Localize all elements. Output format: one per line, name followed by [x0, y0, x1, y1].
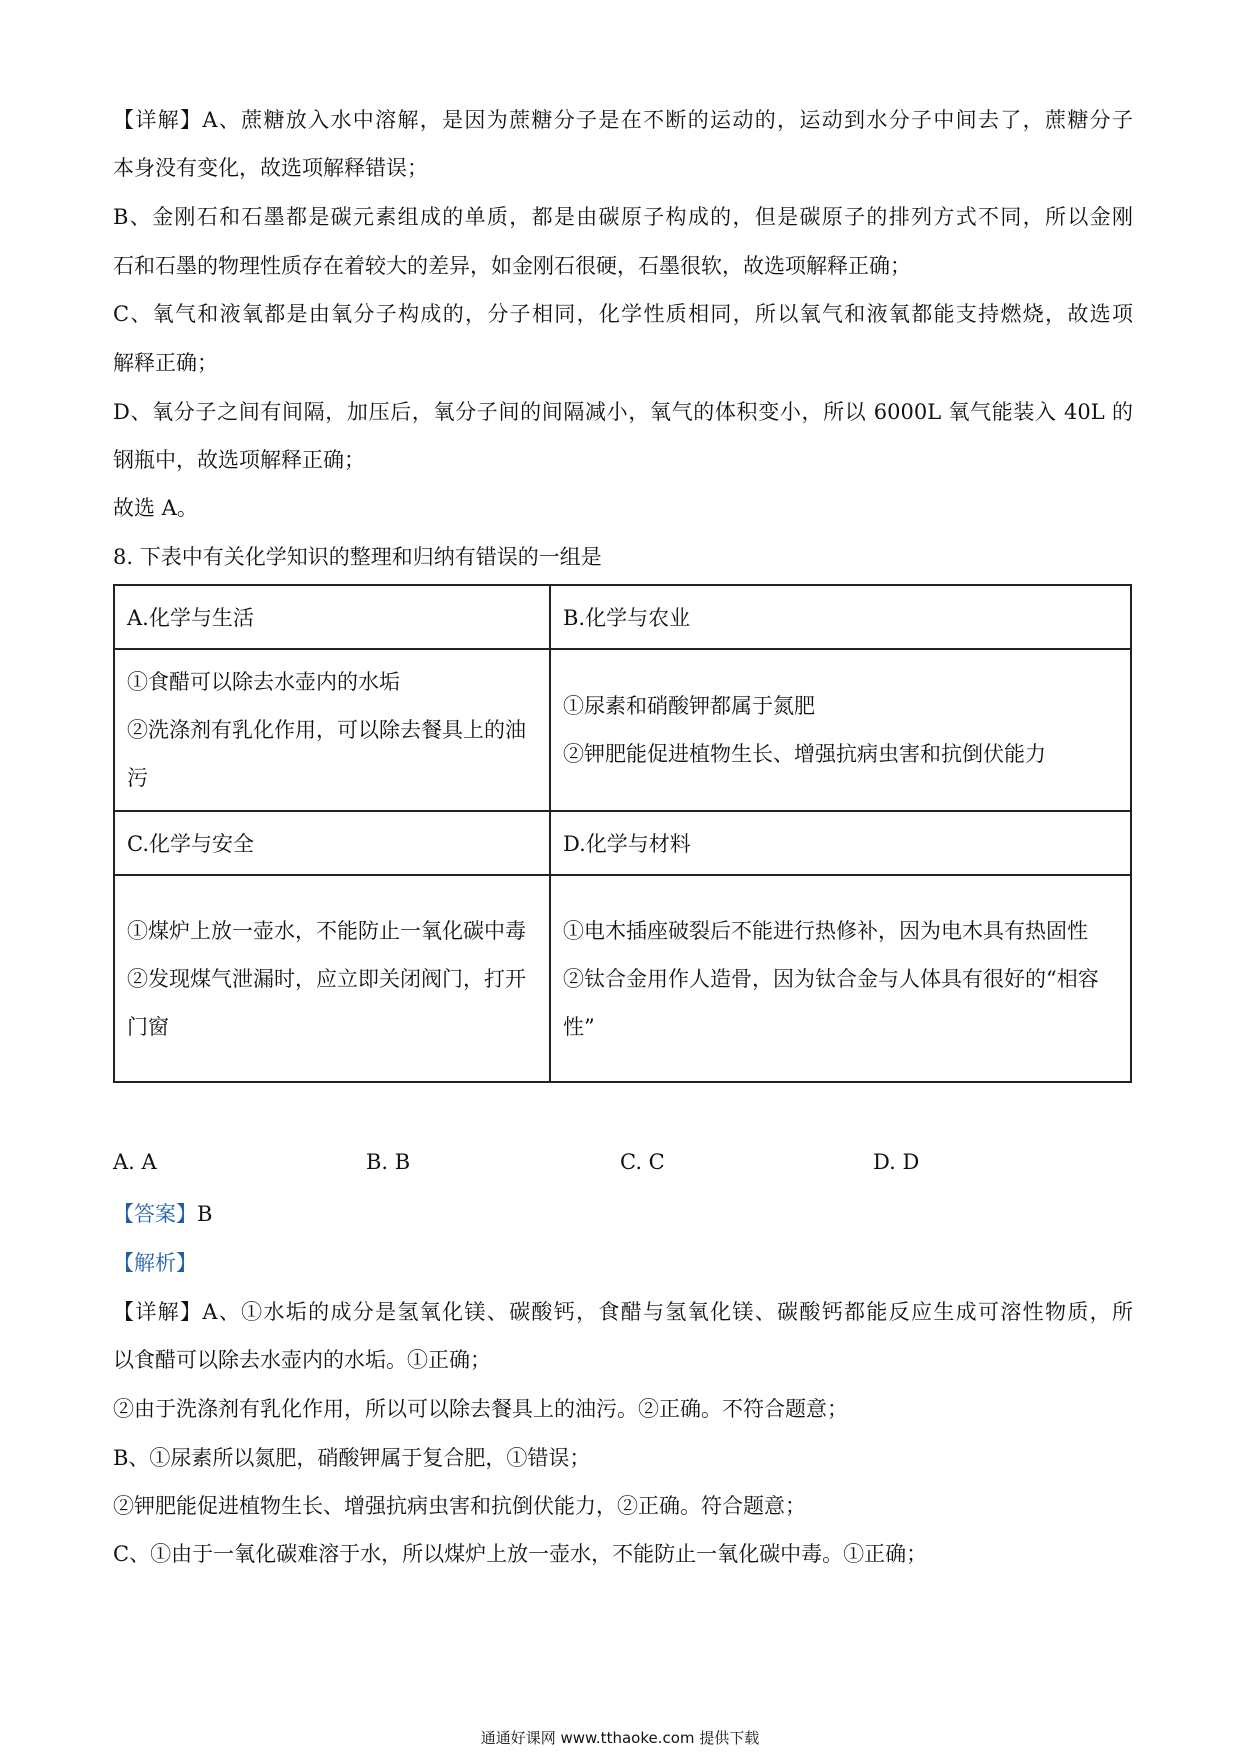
- question-stem: 8. 下表中有关化学知识的整理和归纳有错误的一组是: [113, 545, 602, 569]
- answer-label: 【答案】: [113, 1202, 197, 1226]
- detail-line: ②由于洗涤剂有乳化作用，所以可以除去餐具上的油污。②正确。不符合题意；: [113, 1397, 848, 1421]
- cell-d-item1: ①电木插座破裂后不能进行热修补，因为电木具有热固性: [563, 918, 1088, 943]
- cell-d-body: [550, 875, 1131, 1082]
- answer-choices: [113, 1150, 1133, 1180]
- cell-a-title: A.化学与生活: [114, 585, 550, 649]
- cell-c-item2: ②发现煤气泄漏时，应立即关闭阀门，打开门窗: [127, 966, 526, 1039]
- cell-d-item2: ②钛合金用作人造骨，因为钛合金与人体具有很好的“相容性”: [563, 966, 1099, 1039]
- analysis-label: 【解析】: [113, 1251, 197, 1275]
- explanation-line: 石和石墨的物理性质存在着较大的差异，如金刚石很硬，石墨很软，故选项解释正确；: [113, 254, 911, 278]
- cell-b-item1: ①尿素和硝酸钾都属于氮肥: [563, 694, 815, 718]
- choice-a: A. A: [113, 1150, 157, 1174]
- cell-b-body: [550, 649, 1131, 811]
- cell-b-item2: ②钾肥能促进植物生长、增强抗病虫害和抗倒伏能力: [563, 742, 1046, 766]
- explanation-line: 解释正确；: [113, 351, 218, 375]
- cell-a-item1: ①食醋可以除去水壶内的水垢: [127, 670, 400, 694]
- explanation-line: C、氧气和液氧都是由氧分子构成的，分子相同，化学性质相同，所以氧气和液氧都能支持燃烧，故选项: [113, 302, 1133, 326]
- detail-line: 以食醋可以除去水壶内的水垢。①正确；: [113, 1348, 491, 1372]
- explanation-line: 【详解】A、蔗糖放入水中溶解，是因为蔗糖分子是在不断的运动的，运动到水分子中间去了，蔗糖分子: [113, 108, 1133, 132]
- cell-c-title: C.化学与安全: [114, 811, 550, 875]
- cell-a-body: [114, 649, 550, 811]
- explanation-line: 故选 A。: [113, 496, 198, 520]
- explanation-line: B、金刚石和石墨都是碳元素组成的单质，都是由碳原子构成的，但是碳原子的排列方式不同，所以金刚: [113, 205, 1133, 229]
- explanation-line: D、氧分子之间有间隔，加压后，氧分子间的间隔减小，氧气的体积变小，所以 6000L 氧气能装入 40L 的: [113, 400, 1133, 424]
- detail-line: C、①由于一氧化碳难溶于水，所以煤炉上放一壶水，不能防止一氧化碳中毒。①正确；: [113, 1542, 928, 1566]
- choice-c: C. C: [620, 1150, 665, 1174]
- analysis-line: [113, 1248, 1133, 1278]
- cell-b-title: B.化学与农业: [550, 585, 1131, 649]
- choice-b: B. B: [366, 1150, 411, 1174]
- detail-line: B、①尿素所以氮肥，硝酸钾属于复合肥，①错误；: [113, 1446, 591, 1470]
- choice-d: D. D: [873, 1150, 920, 1174]
- explanation-line: 本身没有变化，故选项解释错误；: [113, 156, 428, 180]
- answer-value: B: [197, 1202, 213, 1226]
- knowledge-table: [113, 584, 1132, 1083]
- answer-line: [113, 1199, 1133, 1229]
- page-footer: 通通好课网 www.tthaoke.com 提供下载: [480, 1729, 760, 1747]
- cell-c-item1: ①煤炉上放一壶水，不能防止一氧化碳中毒: [127, 918, 526, 943]
- explanation-line: 钢瓶中，故选项解释正确；: [113, 448, 365, 472]
- detail-line: 【详解】A、①水垢的成分是氢氧化镁、碳酸钙，食醋与氢氧化镁、碳酸钙都能反应生成可溶性物质，所: [113, 1300, 1133, 1324]
- detail-line: ②钾肥能促进植物生长、增强抗病虫害和抗倒伏能力，②正确。符合题意；: [113, 1494, 806, 1518]
- cell-d-title: D.化学与材料: [550, 811, 1131, 875]
- cell-a-item2: ②洗涤剂有乳化作用，可以除去餐具上的油污: [127, 718, 526, 790]
- cell-c-body: [114, 875, 550, 1082]
